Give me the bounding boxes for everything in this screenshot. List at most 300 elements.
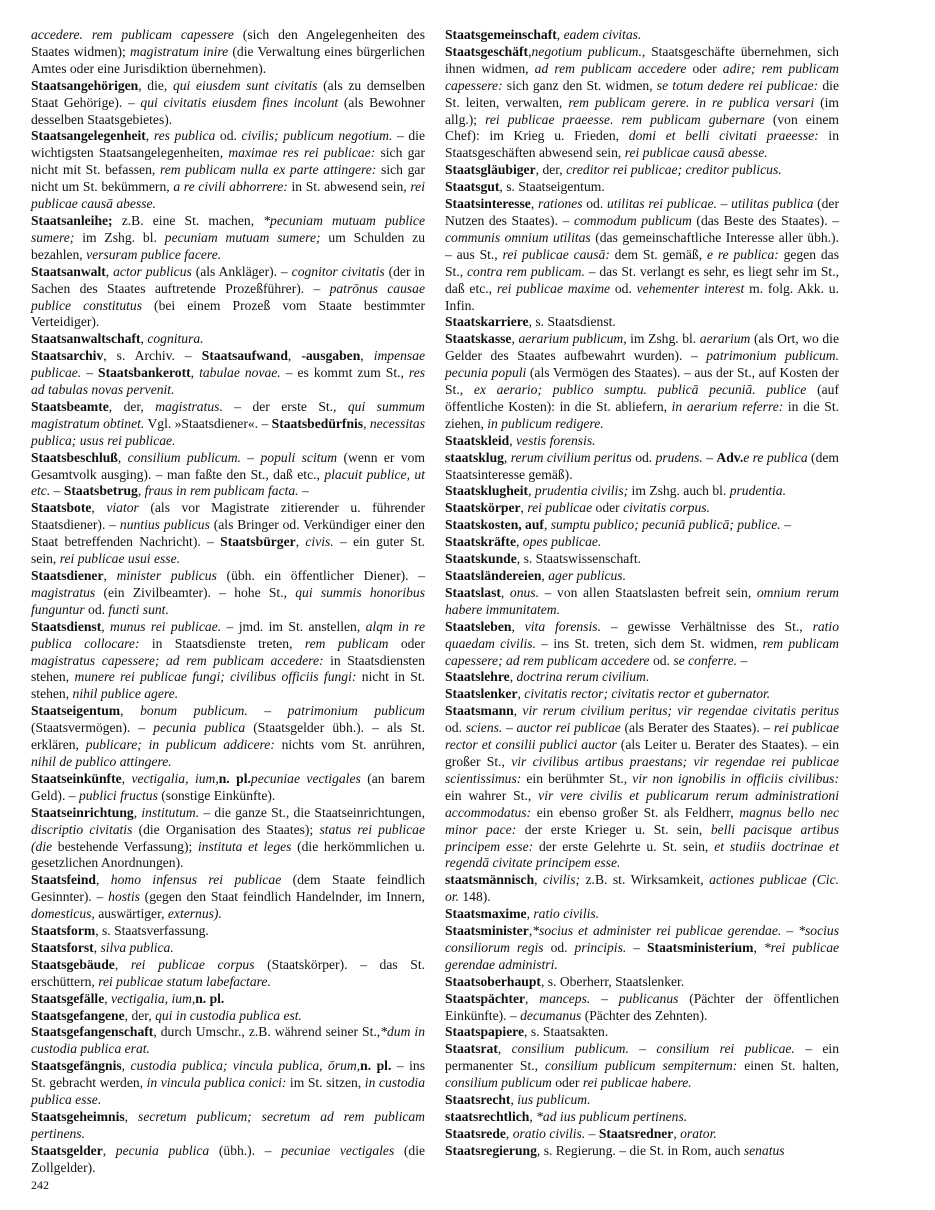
german-text: oder	[388, 635, 425, 651]
latin-text: minister publicus	[116, 568, 217, 583]
headword: Staatsministerium	[647, 939, 754, 955]
dictionary-entry	[31, 771, 425, 805]
dictionary-entry	[445, 1109, 839, 1126]
german-text: od.	[445, 720, 466, 736]
dictionary-entry	[445, 619, 839, 670]
dictionary-entry	[445, 1041, 839, 1092]
german-text: in Staatsdienste treten,	[139, 635, 305, 651]
headword: Staatsbeamte	[31, 398, 109, 414]
dictionary-entry	[31, 27, 425, 78]
latin-text: ager publicus.	[548, 568, 626, 583]
german-text: (wenn er vom Gesamtvolk ausging). – man faßte den St., daß etc.,	[31, 449, 425, 482]
latin-text: sumptu publico; pecuniā publicā; publice.	[550, 517, 781, 533]
latin-text: domi et belli civitati praeesse:	[628, 128, 819, 144]
latin-text: publici fructus	[78, 787, 158, 803]
headword: Staatsdiener	[31, 568, 104, 583]
latin-text: vita forensis.	[524, 618, 601, 634]
german-text: (als Ort, wo die Gelder des Staates aufbewahrt wurden). –	[445, 331, 839, 364]
latin-text: rei publicae statum labefactare.	[98, 973, 271, 989]
latin-text: domesticus,	[31, 906, 95, 922]
german-text: ,	[105, 263, 114, 279]
latin-text: versuram publice facere.	[86, 246, 222, 262]
german-text: ,	[543, 517, 551, 533]
german-text: od.	[543, 939, 575, 955]
headword: Staatsgefälle	[31, 990, 105, 1006]
latin-text: prudentia.	[729, 483, 786, 499]
german-text: ,	[517, 686, 525, 702]
headword: Staatsleben	[445, 618, 512, 634]
german-text: ,	[529, 1109, 537, 1124]
dictionary-entry	[31, 1109, 425, 1143]
german-text: , s. Staatseigentum.	[499, 179, 605, 195]
latin-text: civitatis rector; civitatis rector et gubernator.	[524, 686, 771, 702]
german-text: ,	[511, 331, 519, 347]
dictionary-entry	[31, 568, 425, 619]
german-text: ,	[515, 534, 523, 550]
headword: Staatslenker	[445, 686, 518, 702]
german-text: –	[502, 720, 517, 736]
german-text: (die Zollgelder).	[31, 1142, 426, 1175]
latin-text: rei publicae corpus	[130, 956, 255, 972]
german-text: auswärtiger,	[94, 906, 168, 922]
latin-text: consilium publicum.	[127, 449, 241, 465]
german-text: – ein guter St. sein,	[31, 534, 425, 567]
dictionary-entry	[445, 331, 839, 432]
latin-text: vir vere civilis et publicarum rerum administrationi accommodatus:	[445, 787, 839, 820]
german-text: ,	[103, 568, 117, 583]
german-text: nichts vom St. anrühren,	[274, 737, 425, 753]
german-text: ,	[556, 27, 564, 42]
latin-text: senatus	[743, 1142, 785, 1158]
latin-text: se conferre.	[673, 652, 738, 668]
latin-text: rem publicam gerere. in re publica versari	[568, 94, 815, 110]
headword: Staatseinkünfte	[31, 770, 122, 786]
german-text: (Pächter der öffentlichen Einkünfte). –	[445, 990, 840, 1023]
german-text: (sonstige Einkünfte).	[157, 787, 276, 803]
german-text: od.	[631, 449, 656, 465]
headword: Staatsgut	[445, 179, 500, 195]
german-text: , der,	[124, 1007, 156, 1023]
latin-text: nihil publice agere.	[72, 686, 179, 702]
dictionary-entry	[445, 450, 839, 484]
latin-text: consilium publicum.	[511, 1041, 629, 1057]
dictionary-entry	[445, 669, 839, 686]
german-text: – ein permanenter St.,	[445, 1041, 839, 1074]
dictionary-entry	[445, 923, 839, 974]
german-text: , s. Regierung. – die St. in Rom, auch	[536, 1142, 744, 1158]
german-text: ,	[503, 449, 511, 465]
headword: Staatsoberhaupt	[445, 973, 541, 989]
latin-text: res publica	[153, 128, 216, 144]
latin-text: rei publicae	[527, 500, 593, 516]
german-text: – der erste St.,	[222, 398, 348, 414]
latin-text: ratio civilis.	[533, 906, 600, 922]
latin-text: e re publica:	[706, 246, 779, 262]
dictionary-entry	[445, 162, 839, 179]
latin-text: publicanus	[618, 990, 679, 1006]
headword: Staatskunde	[445, 551, 517, 567]
german-text: ,	[525, 990, 540, 1006]
german-text: ,	[93, 939, 101, 955]
headword: Staatsanwaltschaft	[31, 331, 141, 347]
german-text: ,	[528, 923, 533, 939]
german-text: in Staatsgeschäften abwesend sein,	[445, 128, 839, 161]
german-text: od.	[610, 280, 637, 296]
headword: Staatsminister	[445, 923, 529, 939]
german-text: –	[590, 990, 619, 1006]
german-text: ,	[114, 956, 131, 972]
german-text: ,	[121, 1058, 131, 1074]
headword: Staatsanwalt	[31, 263, 106, 279]
german-text: – ins St. gebracht werden,	[31, 1058, 425, 1091]
german-text: ein berühmter St.,	[521, 770, 633, 786]
latin-text: placuit publice, ut etc.	[31, 466, 425, 499]
latin-text: omnium rerum habere immunitatem.	[445, 584, 839, 617]
german-text: die St. leiten, verwalten,	[445, 77, 839, 110]
latin-text: nihil de publico attingere.	[31, 753, 172, 769]
latin-text: externus).	[167, 906, 222, 922]
headword: n. pl.	[360, 1058, 392, 1074]
headword: Staatsanleihe;	[31, 212, 113, 228]
latin-text: vehementer interest	[636, 280, 745, 296]
latin-text: a re civili abhorrere:	[173, 179, 288, 195]
dictionary-entry	[445, 517, 839, 534]
headword: Staatsform	[31, 923, 96, 939]
headword: n. pl.	[195, 990, 225, 1006]
latin-text: qui eiusdem sunt civitatis	[172, 77, 318, 93]
latin-text: pecunia publica	[153, 720, 246, 736]
german-text: (im allg.);	[445, 94, 840, 127]
german-text: ,	[500, 584, 510, 600]
latin-text: ad rem publicam accedere	[534, 60, 687, 76]
latin-text: populi scitum	[260, 449, 338, 465]
german-text: im St. sitzen,	[286, 1075, 365, 1091]
headword: Staatsmaxime	[445, 906, 527, 922]
german-text: ,	[95, 872, 111, 888]
german-text: im Zshg. bl.	[74, 229, 165, 245]
german-text: (sich den Angelegenheiten des Staates widmen);	[31, 27, 425, 59]
latin-text: necessitas publica; usus rei publicae.	[31, 415, 425, 448]
german-text: (übh. ein öffentlicher Diener). –	[216, 568, 426, 583]
german-text: (bei einem Prozeß vom Staate bestimmter Verteidiger).	[31, 297, 425, 330]
latin-text: qui summum magistratum obtinet.	[31, 398, 425, 431]
headword: Staatsbote	[31, 500, 92, 516]
latin-text: rei publicae praeesse. rem publicam gubernare	[485, 111, 765, 127]
german-text: (die Organisation des Staates);	[132, 821, 320, 837]
german-text: (Staatsvermögen). –	[31, 720, 154, 736]
german-text: Vgl. »Staatsdiener«. –	[144, 415, 272, 431]
latin-text: actiones publicae (Cic. or.	[445, 872, 840, 905]
latin-text: actor publicus	[113, 263, 192, 279]
german-text: – gewisse Verhältnisse des St.,	[600, 618, 813, 634]
dictionary-entry	[31, 957, 425, 991]
headword: Staatsbankerott	[98, 365, 191, 381]
german-text: (als Bewohner desselben Staatsgebietes).	[31, 94, 425, 127]
dictionary-entry	[445, 568, 839, 585]
german-text: ,	[753, 939, 764, 955]
german-text: ,	[673, 1125, 681, 1141]
latin-text: in publicum redigere.	[487, 415, 604, 431]
headword: Staatseigentum	[31, 703, 121, 719]
german-text: ,	[534, 872, 544, 888]
headword: Staatskörper	[445, 500, 521, 516]
latin-text: vectigalia, ium,	[131, 770, 219, 786]
latin-text: tabulae novae.	[199, 365, 281, 381]
german-text: od.	[215, 128, 242, 144]
latin-text: munere rei publicae fungi; civilibus officiis fungi:	[74, 669, 357, 685]
page-number: 242	[31, 1178, 49, 1192]
headword: Staatseinrichtung	[31, 804, 134, 820]
german-text: od.	[582, 196, 607, 212]
latin-text: qui summis honoribus funguntur	[31, 584, 425, 617]
headword: Staatsinteresse	[445, 196, 531, 212]
german-text: (dem Staate feindlich Gesinnter). –	[31, 872, 425, 905]
latin-text: civitatis corpus.	[623, 500, 710, 516]
left-column	[31, 27, 425, 1177]
latin-text: *socius consiliorum regis	[445, 923, 839, 955]
dictionary-entry	[31, 331, 425, 348]
german-text: ,	[528, 483, 535, 499]
german-text: ,	[541, 568, 549, 583]
german-text: ,	[530, 196, 538, 212]
right-column	[445, 27, 839, 1160]
latin-text: maximae res rei publicae:	[228, 145, 376, 161]
latin-text: patrimonium publicum	[287, 703, 425, 719]
german-text: dem St. gemäß,	[609, 246, 707, 262]
latin-text: civis.	[305, 534, 334, 550]
latin-text: cognitor civitatis	[291, 263, 385, 279]
german-text: ,	[511, 618, 525, 634]
headword: Staatsgeschäft	[445, 43, 529, 59]
german-text: –	[781, 923, 799, 939]
dictionary-entry	[445, 27, 839, 44]
german-text: –	[626, 939, 647, 955]
german-text: 148).	[458, 889, 491, 905]
latin-text: manceps.	[539, 990, 591, 1006]
german-text: im Zshg. auch bl.	[628, 483, 730, 499]
latin-text: aerarium	[699, 331, 751, 347]
latin-text: nuntius publicus	[119, 517, 210, 533]
latin-text: qui civitatis eiusdem fines incolunt	[140, 94, 339, 110]
german-text: um Schulden zu bezahlen,	[31, 229, 425, 262]
german-text: sich gar nicht mit St. befassen,	[31, 145, 425, 178]
headword: Staatsdienst	[31, 618, 102, 634]
latin-text: orator.	[680, 1125, 717, 1141]
dictionary-entry	[445, 314, 839, 331]
german-text: m. folg. Akk. u. Infin.	[445, 280, 839, 313]
german-text: ,	[509, 669, 517, 685]
german-text: , s. Staatsakten.	[524, 1024, 609, 1040]
german-text: (ein Zivilbeamter). – hohe St.,	[95, 584, 296, 600]
latin-text: homo infensus rei publicae	[110, 872, 282, 888]
dictionary-entry	[445, 1092, 839, 1109]
german-text: ,	[104, 990, 112, 1006]
german-text: ,	[363, 415, 370, 431]
headword: Staatskleid	[445, 432, 510, 448]
latin-text: rei publicae causā abesse.	[31, 179, 425, 212]
latin-text: rei publicae habere.	[582, 1075, 692, 1091]
latin-text: vectigalia, ium,	[111, 990, 196, 1006]
dictionary-entry	[31, 1008, 425, 1025]
headword: staatsmännisch	[445, 872, 535, 888]
german-text: – es kommt zum St.,	[280, 365, 409, 381]
headword: Staatsgelder	[31, 1142, 103, 1158]
latin-text: *rei publicae gerendae administri.	[445, 939, 840, 972]
headword: Staatsregierung	[445, 1142, 537, 1158]
german-text: nicht in St. stehen,	[31, 669, 426, 702]
latin-text: belli pacisque artibus principem esse:	[445, 821, 839, 854]
latin-text: consilium publicum	[445, 1075, 552, 1091]
german-text: ,	[133, 804, 142, 820]
dictionary-entry	[445, 483, 839, 500]
latin-text: civilis;	[543, 872, 581, 888]
latin-text: decumanus	[520, 1007, 582, 1023]
german-text: sich gar nicht um St. bekümmern,	[31, 162, 425, 195]
german-text: (als Leiter u. Berater des Staates). – ein großer St.,	[445, 737, 839, 769]
german-text: –	[247, 703, 288, 719]
german-text: der erste Krieger u. St. sein,	[516, 821, 711, 837]
german-text: –	[737, 652, 748, 668]
german-text: (der in Sachen des Staates auftretende Prozeßführer). –	[31, 263, 425, 296]
german-text: (als vor Magistrate zitierender u. führender Staatsdiener). –	[31, 500, 425, 533]
headword: Staatskarriere	[445, 314, 529, 330]
dictionary-entry	[445, 196, 839, 314]
german-text: –	[702, 449, 717, 465]
german-text: (Staatsgelder übh.). – als St. erklären,	[31, 720, 425, 753]
german-text: Staatsgeschäfte übernehmen, sich ihnen widmen,	[445, 43, 839, 76]
latin-text: pecuniam mutuam sumere;	[164, 229, 321, 245]
german-text: , der,	[108, 398, 156, 414]
german-text: ,	[509, 432, 517, 448]
headword: Staatsaufwand	[201, 348, 288, 364]
latin-text: instituta et leges	[197, 838, 292, 854]
latin-text: consilium rei publicae.	[656, 1041, 795, 1057]
headword: Staatskosten, auf	[445, 517, 544, 533]
dictionary-entry	[445, 179, 839, 196]
german-text: (das gemeinschaftliche Interesse aller übh.). – aus St.,	[445, 229, 839, 262]
german-text: – die wichtigsten Staatsangelegenheiten,	[31, 128, 425, 161]
german-text: ,	[137, 483, 145, 499]
latin-text: rem publicam	[304, 635, 389, 651]
latin-text: pecunia publica	[115, 1142, 210, 1158]
dictionary-entry	[31, 78, 425, 129]
german-text: – jmd. im St. anstellen,	[221, 618, 366, 634]
latin-text: functi sunt.	[108, 601, 169, 617]
headword: n. pl.	[218, 770, 251, 786]
latin-text: commodum publicum	[573, 212, 692, 228]
german-text: (auf öffentliche Kosten): in die St. abliefern,	[445, 382, 839, 414]
german-text: , s. Staatsdienst.	[528, 314, 616, 330]
headword: Staatsbetrug	[63, 483, 138, 499]
dictionary-entry	[31, 991, 425, 1008]
dictionary-entry	[31, 1024, 425, 1058]
headword: Staatsarchiv	[31, 348, 104, 364]
headword: Staatsgeheimnis	[31, 1109, 125, 1124]
latin-text: magnus bello nec minor pace:	[445, 804, 839, 837]
dictionary-entry	[31, 923, 425, 940]
headword: Staatsangehörigen	[31, 77, 139, 93]
german-text: (dem Staatsinteresse gemäß).	[445, 449, 839, 482]
dictionary-entry	[31, 805, 425, 873]
german-text: (als zu demselben Staat Gehörige). –	[31, 77, 425, 110]
dictionary-entry	[445, 551, 839, 568]
latin-text: institutum.	[141, 804, 200, 820]
german-text: (gegen den Staat feindlich Handelnder, im Innern,	[139, 889, 425, 905]
latin-text: aerarium publicum,	[518, 331, 627, 347]
german-text: – ins St. treten, sich dem St. widmen,	[535, 635, 763, 651]
dictionary-entry	[31, 450, 425, 501]
latin-text: qui in custodia publica est.	[155, 1007, 302, 1023]
latin-text: vir civilibus artibus praestans; vir regendae rei publicae scientissimus:	[445, 753, 839, 786]
latin-text: *socius et administer rei publicae gerendae.	[532, 923, 782, 939]
latin-text: *dum in custodia publica erat.	[31, 1024, 425, 1057]
german-text: ,	[117, 449, 128, 465]
dictionary-entry	[445, 534, 839, 551]
headword: Staatsbedürfnis	[271, 415, 364, 431]
german-text: (die Verwaltung eines bürgerlichen Amtes oder eine Jurisdiktion übernehmen).	[31, 43, 425, 76]
headword: staatsklug	[445, 449, 504, 465]
german-text: (das Beste des Staates). –	[691, 212, 839, 228]
german-text: ein wahrer St.,	[445, 787, 539, 803]
dictionary-entry	[445, 872, 839, 906]
headword: Staatsmann	[445, 703, 514, 719]
headword: Adv.	[716, 449, 744, 465]
dictionary-entry	[31, 500, 425, 568]
latin-text: consilium publicum sempiternum:	[545, 1058, 738, 1074]
headword: Staatskasse	[445, 331, 512, 347]
latin-text: custodia publica; vincula publica, ōrum,	[130, 1058, 361, 1074]
latin-text: magistratus.	[155, 398, 223, 414]
dictionary-entry	[31, 264, 425, 332]
latin-text: patrōnus causae publice constitutus	[31, 280, 425, 313]
german-text: ,	[513, 703, 523, 719]
latin-text: vir rerum civilium peritus; vir regendae civitatis peritus	[522, 703, 840, 719]
german-text: ,	[121, 770, 132, 786]
dictionary-entry	[31, 1058, 425, 1109]
german-text: – das St. verlangt es sehr, es liegt sehr im St., daß etc.,	[445, 263, 839, 296]
dictionary-entry	[31, 399, 425, 450]
headword: Staatspapiere	[445, 1024, 525, 1040]
german-text: in St. abwesend sein,	[287, 179, 411, 195]
german-text: ,	[102, 1142, 116, 1158]
latin-text: principis.	[574, 939, 627, 955]
latin-text: in custodia publica esse.	[31, 1075, 425, 1108]
german-text: z.B. st. Wirksamkeit,	[580, 872, 710, 888]
latin-text: prudentia civilis;	[534, 483, 629, 499]
headword: Staatsgefängnis	[31, 1058, 122, 1074]
latin-text: eadem civitas.	[563, 27, 642, 42]
german-text: , s. Staatsverfassung.	[95, 923, 209, 939]
latin-text: adire; rem publicam capessere:	[445, 60, 839, 93]
german-text: ,	[528, 43, 532, 59]
latin-text: munus rei publicae.	[110, 618, 222, 634]
german-text: ,	[101, 618, 111, 634]
german-text: ,	[497, 1041, 512, 1057]
latin-text: auctor rei publicae	[516, 720, 621, 736]
latin-text: silva publica.	[100, 939, 174, 955]
headword: staatsrechtlich	[445, 1109, 530, 1124]
latin-text: bonum publicum.	[140, 703, 248, 719]
latin-text: rei publicae causā abesse.	[624, 145, 768, 161]
german-text: in die St. ziehen,	[445, 398, 840, 431]
headword: Staatsgebäude	[31, 956, 115, 972]
german-text: (als Berater des Staates). –	[620, 720, 774, 736]
german-text: –	[81, 365, 99, 381]
german-text: –	[780, 517, 791, 533]
german-text: im Zshg. bl.	[626, 331, 700, 347]
dictionary-entry	[445, 991, 839, 1025]
latin-text: fraus in rem publicam facta.	[144, 483, 299, 499]
